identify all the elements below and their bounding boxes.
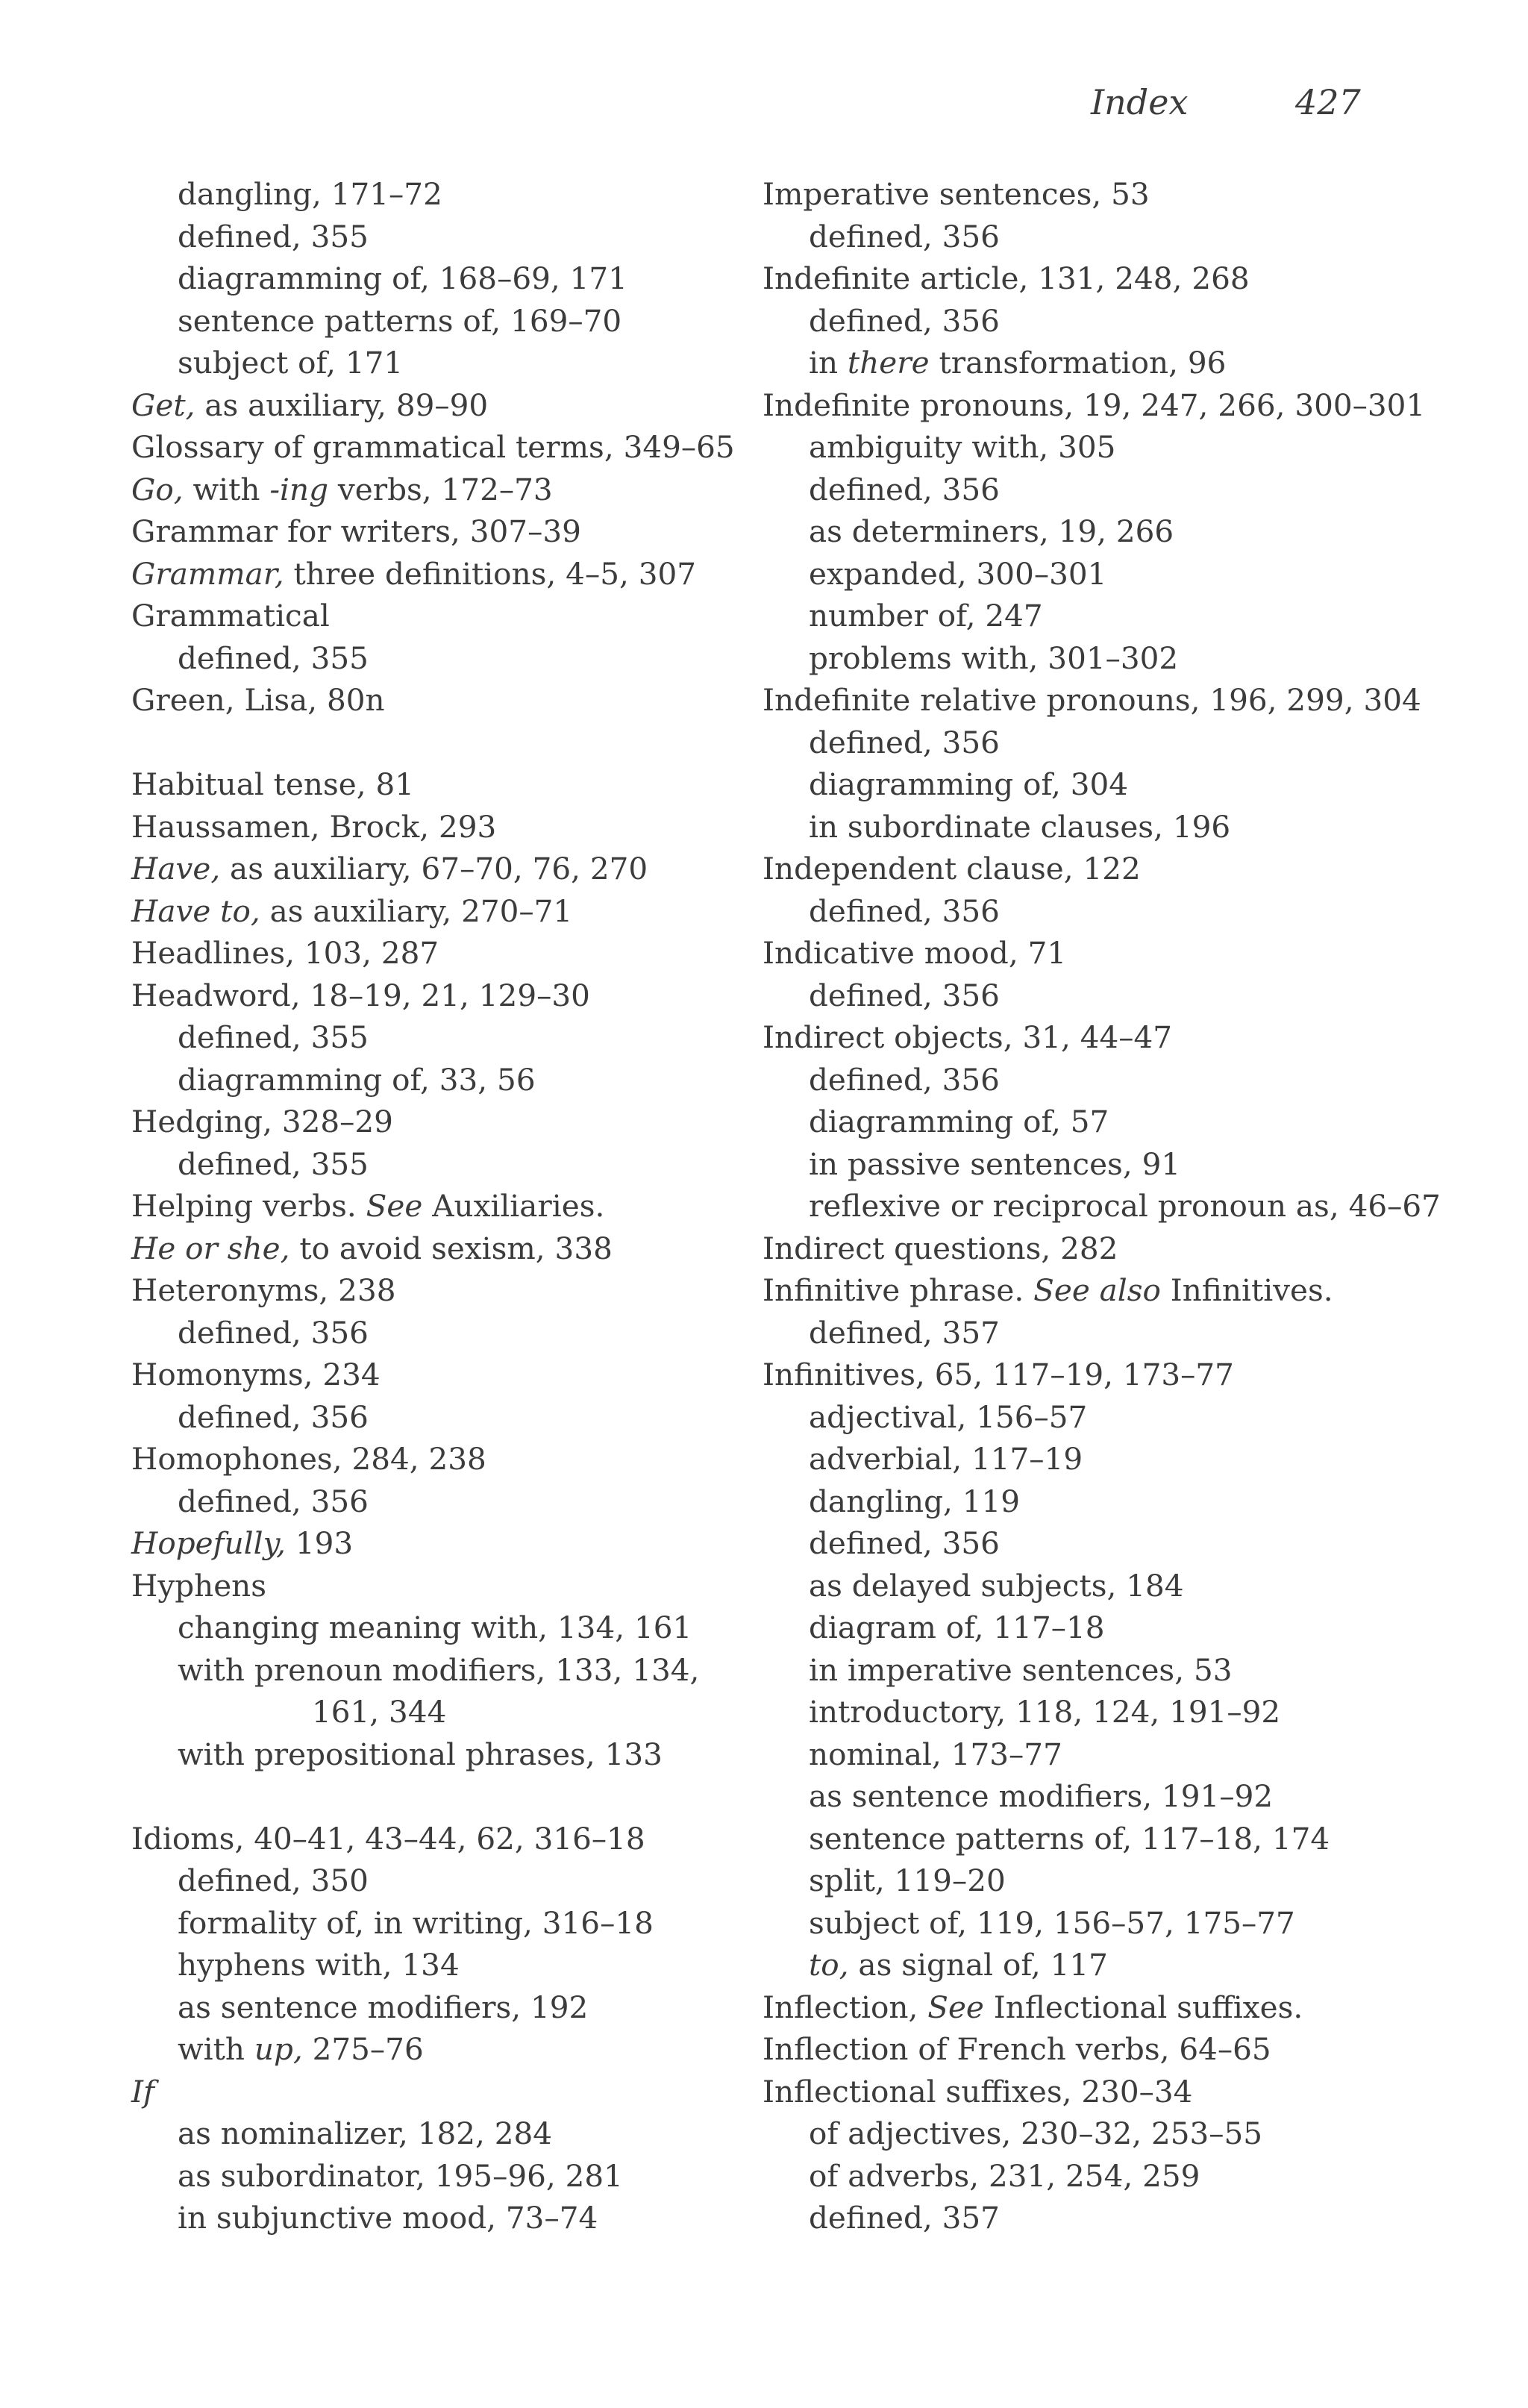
index-subentry	[763, 1059, 1509, 1101]
index-subentry	[763, 1396, 1509, 1439]
entry-text: as subordinator, 195–96, 281	[178, 2157, 623, 2194]
index-entry	[763, 2028, 1509, 2071]
index-entry	[131, 1228, 751, 1270]
index-subentry	[763, 1649, 1509, 1692]
entry-text: Haussamen, Brock, 293	[131, 808, 497, 845]
index-entry	[763, 257, 1509, 300]
index-subentry	[131, 342, 751, 384]
index-subentry	[131, 173, 751, 216]
entry-text: as auxiliary, 89–90	[195, 387, 489, 423]
entry-text: with prenoun modifiers, 133, 134,	[178, 1651, 700, 1688]
entry-text: Indirect questions, 282	[763, 1230, 1118, 1266]
entry-text: to avoid sexism, 338	[289, 1230, 613, 1266]
entry-text: reflexive or reciprocal pronoun as, 46–67	[809, 1188, 1441, 1224]
index-entry	[131, 1354, 751, 1396]
index-entry	[763, 848, 1509, 890]
index-column-left	[131, 173, 751, 2239]
entry-text: defined, 355	[178, 218, 369, 254]
running-header	[0, 82, 1528, 134]
index-entry	[131, 975, 751, 1017]
index-subentry	[763, 637, 1509, 680]
entry-text: Inflectional suffixes.	[983, 1989, 1303, 2025]
index-subentry	[131, 2197, 751, 2239]
index-entry	[131, 1185, 751, 1228]
entry-text: Grammar for writers, 307–39	[131, 513, 581, 549]
index-subentry	[131, 300, 751, 343]
entry-text: defined, 356	[809, 218, 1000, 254]
entry-text: Indefinite article, 131, 248, 268	[763, 260, 1250, 296]
index-entry	[131, 763, 751, 806]
entry-text: sentence patterns of, 117–18, 174	[809, 1820, 1330, 1857]
entry-text: defined, 356	[809, 1525, 1000, 1561]
entry-text: Headword, 18–19, 21, 129–30	[131, 977, 590, 1013]
entry-text: as signal of, 117	[848, 1947, 1108, 1983]
entry-text: defined, 356	[178, 1314, 369, 1351]
index-subentry	[763, 1312, 1509, 1354]
index-entry	[763, 173, 1509, 216]
entry-text: verbs, 172–73	[328, 471, 553, 507]
entry-text: in subjunctive mood, 73–74	[178, 2200, 598, 2236]
index-subentry	[763, 1565, 1509, 1607]
index-subentry	[131, 1860, 751, 1902]
index-subentry	[763, 1438, 1509, 1480]
index-entry	[763, 1228, 1509, 1270]
entry-text: Hedging, 328–29	[131, 1104, 393, 1139]
entry-text: as sentence modifiers, 191–92	[809, 1778, 1274, 1814]
index-entry	[131, 890, 751, 933]
index-entry	[131, 1438, 751, 1480]
entry-text: subject of, 119, 156–57, 175–77	[809, 1904, 1295, 1941]
entry-text: Idioms, 40–41, 43–44, 62, 316–18	[131, 1820, 645, 1857]
index-entry	[763, 1986, 1509, 2029]
entry-text: See	[927, 1989, 984, 2025]
index-subentry	[763, 1691, 1509, 1733]
entry-text: defined, 355	[178, 639, 369, 676]
entry-text: subject of, 171	[178, 345, 404, 381]
entry-text: defined, 356	[178, 1483, 369, 1519]
index-entry	[131, 1101, 751, 1143]
index-subentry	[763, 1733, 1509, 1776]
index-subentry	[763, 510, 1509, 553]
index-subentry	[763, 1143, 1509, 1186]
index-subentry	[763, 1818, 1509, 1860]
index-entry	[131, 510, 751, 553]
entry-text: Homophones, 284, 238	[131, 1441, 486, 1477]
index-subentry	[763, 1902, 1509, 1945]
entry-text: Heteronyms, 238	[131, 1272, 396, 1308]
index-entry	[131, 384, 751, 427]
entry-text: introductory, 118, 124, 191–92	[809, 1694, 1281, 1730]
index-subentry	[131, 2113, 751, 2155]
entry-text: defined, 355	[178, 1019, 369, 1055]
entry-text: split, 119–20	[809, 1863, 1006, 1898]
index-subentry	[131, 1312, 751, 1354]
entry-text: Infinitives, 65, 117–19, 173–77	[763, 1357, 1234, 1392]
index-entry	[131, 1522, 751, 1565]
index-subentry	[131, 1396, 751, 1439]
entry-text: in passive sentences, 91	[809, 1145, 1181, 1182]
entry-text: Glossary of grammatical terms, 349–65	[131, 429, 735, 465]
entry-text: Hopefully,	[131, 1525, 286, 1561]
page-number: 427	[1295, 82, 1361, 122]
index-subentry	[131, 1902, 751, 1945]
index-subentry	[131, 257, 751, 300]
index-subentry	[763, 1101, 1509, 1143]
index-subentry	[763, 553, 1509, 595]
index-entry	[763, 1354, 1509, 1396]
entry-text: as sentence modifiers, 192	[178, 1989, 589, 2025]
index-subentry	[763, 2197, 1509, 2239]
entry-text: -ing	[269, 471, 328, 507]
entry-text: as auxiliary, 270–71	[260, 892, 573, 929]
index-subentry	[763, 763, 1509, 806]
entry-text: defined, 356	[809, 977, 1000, 1013]
index-subentry	[131, 1649, 751, 1692]
index-subentry	[763, 1522, 1509, 1565]
entry-text: transformation, 96	[929, 345, 1227, 381]
index-subentry	[763, 469, 1509, 511]
entry-text: adjectival, 156–57	[809, 1398, 1088, 1435]
entry-text: in subordinate clauses, 196	[809, 808, 1231, 845]
index-subentry	[131, 637, 751, 680]
entry-text: as auxiliary, 67–70, 76, 270	[220, 851, 648, 886]
entry-text: adverbial, 117–19	[809, 1441, 1083, 1477]
entry-text: formality of, in writing, 316–18	[178, 1904, 654, 1941]
entry-text: defined, 356	[809, 892, 1000, 929]
entry-text: Grammar,	[131, 555, 284, 592]
index-subentry	[763, 1775, 1509, 1818]
entry-text: as delayed subjects, 184	[809, 1567, 1184, 1604]
entry-text: Inflectional suffixes, 230–34	[763, 2073, 1193, 2110]
index-entry	[131, 932, 751, 975]
index-subentry	[763, 975, 1509, 1017]
entry-text: diagram of, 117–18	[809, 1610, 1105, 1645]
entry-text: nominal, 173–77	[809, 1736, 1062, 1772]
index-subentry	[763, 2155, 1509, 2198]
entry-text: Indirect objects, 31, 44–47	[763, 1019, 1173, 1055]
index-subentry	[131, 1480, 751, 1523]
index-column-right	[763, 173, 1509, 2239]
entry-text: defined, 356	[178, 1398, 369, 1435]
entry-text: Imperative sentences, 53	[763, 176, 1150, 212]
entry-text: Independent clause, 122	[763, 851, 1141, 886]
index-subentry	[763, 890, 1509, 933]
index-subentry	[131, 1691, 751, 1733]
entry-text: in imperative sentences, 53	[809, 1651, 1233, 1688]
index-entry	[131, 1269, 751, 1312]
index-entry	[763, 679, 1509, 722]
entry-text: three definitions, 4–5, 307	[284, 555, 697, 592]
entry-text: 275–76	[302, 2031, 424, 2067]
entry-text: Helping verbs.	[131, 1188, 366, 1224]
index-subentry	[131, 1143, 751, 1186]
entry-text: defined, 357	[809, 1314, 1000, 1351]
running-head-title: Index	[1091, 82, 1189, 122]
entry-text: with	[183, 471, 270, 507]
index-subentry	[763, 806, 1509, 848]
index-subentry	[763, 426, 1509, 469]
index-subentry	[763, 300, 1509, 343]
entry-text: dangling, 171–72	[178, 176, 442, 212]
entry-text: Have,	[131, 851, 221, 886]
entry-text: defined, 356	[809, 724, 1000, 760]
entry-text: If	[131, 2073, 154, 2110]
index-subentry	[763, 1944, 1509, 1986]
index-subentry	[131, 216, 751, 258]
index-entry	[131, 2071, 751, 2113]
index-subentry	[131, 2028, 751, 2071]
entry-text: Go,	[131, 471, 184, 507]
entry-text: defined, 357	[809, 2200, 1000, 2236]
entry-text: sentence patterns of, 169–70	[178, 302, 622, 339]
entry-text: changing meaning with, 134, 161	[178, 1610, 692, 1645]
entry-text: 193	[285, 1525, 354, 1561]
index-subentry	[131, 1016, 751, 1059]
entry-text: Green, Lisa, 80n	[131, 682, 385, 718]
index-subentry	[763, 595, 1509, 637]
index-subentry	[763, 1185, 1509, 1228]
section-gap	[131, 1775, 751, 1818]
entry-text: Inflection,	[763, 1989, 928, 2025]
index-subentry	[763, 216, 1509, 258]
entry-text: of adverbs, 231, 254, 259	[809, 2157, 1200, 2194]
index-subentry	[131, 1986, 751, 2029]
index-entry	[131, 426, 751, 469]
entry-text: Get,	[131, 387, 195, 423]
index-subentry	[763, 1480, 1509, 1523]
entry-text: Indefinite pronouns, 19, 247, 266, 300–301	[763, 387, 1426, 423]
entry-text: Inflection of French verbs, 64–65	[763, 2031, 1271, 2067]
entry-text: Have to,	[131, 892, 260, 929]
index-entry	[131, 595, 751, 637]
entry-text: He or she,	[131, 1230, 290, 1266]
index-subentry	[763, 722, 1509, 764]
index-subentry	[131, 1059, 751, 1101]
entry-text: of adjectives, 230–32, 253–55	[809, 2115, 1263, 2151]
entry-text: defined, 355	[178, 1145, 369, 1182]
entry-text: in	[809, 345, 848, 381]
entry-text: diagramming of, 304	[809, 766, 1129, 802]
entry-text: Indefinite relative pronouns, 196, 299, 304	[763, 682, 1421, 718]
index-entry	[131, 469, 751, 511]
entry-text: hyphens with, 134	[178, 1947, 460, 1983]
index-entry	[131, 1565, 751, 1607]
entry-text: Habitual tense, 81	[131, 766, 415, 802]
entry-text: dangling, 119	[809, 1483, 1021, 1519]
entry-text: Indicative mood, 71	[763, 935, 1067, 971]
index-entry	[763, 932, 1509, 975]
index-entry	[763, 1016, 1509, 1059]
index-entry	[131, 679, 751, 722]
index-subentry	[763, 1607, 1509, 1649]
entry-text: Homonyms, 234	[131, 1357, 381, 1392]
entry-text: expanded, 300–301	[809, 555, 1107, 592]
entry-text: number of, 247	[809, 598, 1043, 634]
entry-text: problems with, 301–302	[809, 639, 1179, 676]
index-subentry	[131, 1944, 751, 1986]
index-entry	[131, 1818, 751, 1860]
entry-text: Infinitive phrase.	[763, 1272, 1034, 1308]
entry-text: as nominalizer, 182, 284	[178, 2115, 553, 2151]
entry-text: there	[847, 345, 930, 381]
index-subentry	[763, 1860, 1509, 1902]
entry-text: defined, 356	[809, 471, 1000, 507]
index-entry	[131, 848, 751, 890]
entry-text: diagramming of, 168–69, 171	[178, 260, 627, 296]
entry-text: diagramming of, 33, 56	[178, 1061, 536, 1098]
entry-text: ambiguity with, 305	[809, 429, 1116, 465]
entry-text: 161, 344	[312, 1694, 447, 1730]
index-subentry	[131, 2155, 751, 2198]
entry-text: defined, 356	[809, 1061, 1000, 1098]
index-subentry	[131, 1607, 751, 1649]
index-entry	[131, 553, 751, 595]
section-gap	[131, 722, 751, 764]
entry-text: with	[178, 2031, 254, 2067]
entry-text: defined, 350	[178, 1863, 369, 1898]
entry-text: with prepositional phrases, 133	[178, 1736, 663, 1772]
index-entry	[763, 1269, 1509, 1312]
entry-text: to,	[809, 1947, 849, 1983]
entry-text: Auxiliaries.	[422, 1188, 605, 1224]
entry-text: See also	[1033, 1272, 1161, 1308]
entry-text: Headlines, 103, 287	[131, 935, 439, 971]
entry-text: diagramming of, 57	[809, 1104, 1109, 1139]
entry-text: defined, 356	[809, 302, 1000, 339]
index-entry	[763, 384, 1509, 427]
index-subentry	[763, 342, 1509, 384]
entry-text: as determiners, 19, 266	[809, 513, 1174, 549]
index-subentry	[131, 1733, 751, 1776]
entry-text: See	[366, 1188, 423, 1224]
entry-text: Grammatical	[131, 598, 330, 634]
entry-text: up,	[254, 2031, 303, 2067]
entry-text: Infinitives.	[1160, 1272, 1333, 1308]
index-subentry	[763, 2113, 1509, 2155]
index-entry	[763, 2071, 1509, 2113]
entry-text: Hyphens	[131, 1567, 267, 1604]
index-entry	[131, 806, 751, 848]
